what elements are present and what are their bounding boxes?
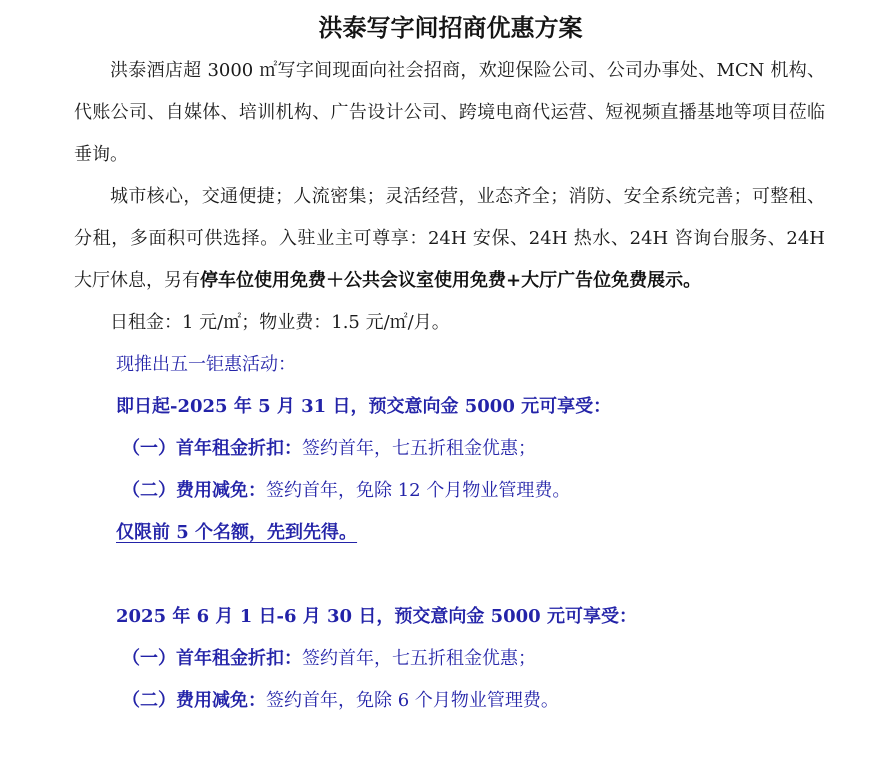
period2-item1-label: （一）首年租金折扣： [122,648,302,669]
features-paragraph [74,176,825,302]
document-title: 洪泰写字间招商优惠方案 [318,14,583,42]
pricing-paragraph: 日租金：1 元/㎡；物业费：1.5 元/㎡/月。 [110,312,450,333]
free-benefits-text: 停车位使用免费＋公共会议室使用免费+大厅广告位免费展示。 [200,270,702,291]
period1-item1-text: 签约首年，七五折租金优惠； [302,438,536,459]
period1-limit [74,512,825,554]
period1-item1-label: （一）首年租金折扣： [122,438,302,459]
period2-item2 [74,680,825,722]
blank-line [74,554,825,596]
period1-item1 [74,428,825,470]
period2-item2-label: （二）费用减免： [122,690,266,711]
promo-intro: 现推出五一钜惠活动： [116,354,296,375]
period2-item2-text: 签约首年，免除 6 个月物业管理费。 [266,690,559,711]
period2-heading: 2025 年 6 月 1 日-6 月 30 日，预交意向金 5000 元可享受： [116,606,637,627]
intro-paragraph: 洪泰酒店超 3000 ㎡写字间现面向社会招商，欢迎保险公司、公司办事处、MCN 机构、代账公司、自媒体、培训机构、广告设计公司、跨境电商代运营、短视频直播基地等项目莅临垂询。 [74,60,825,165]
period1-item2 [74,470,825,512]
features-text: 城市核心，交通便捷；人流密集；灵活经营，业态齐全；消防、安全系统完善；可整租、分租，多面积可供选择。入驻业主可尊享：24H 安保、24H 热水、24H 咨询台服务、24H 大厅休息，另有 [74,186,825,291]
period1-item2-label: （二）费用减免： [122,480,266,501]
period1-heading: 即日起-2025 年 5 月 31 日，预交意向金 5000 元可享受： [116,396,612,417]
period2-item1-text: 签约首年，七五折租金优惠； [302,648,536,669]
period1-limit-text: 仅限前 5 个名额，先到先得。 [116,522,358,543]
period2-item1 [74,638,825,680]
period1-item2-text: 签约首年，免除 12 个月物业管理费。 [266,480,571,501]
